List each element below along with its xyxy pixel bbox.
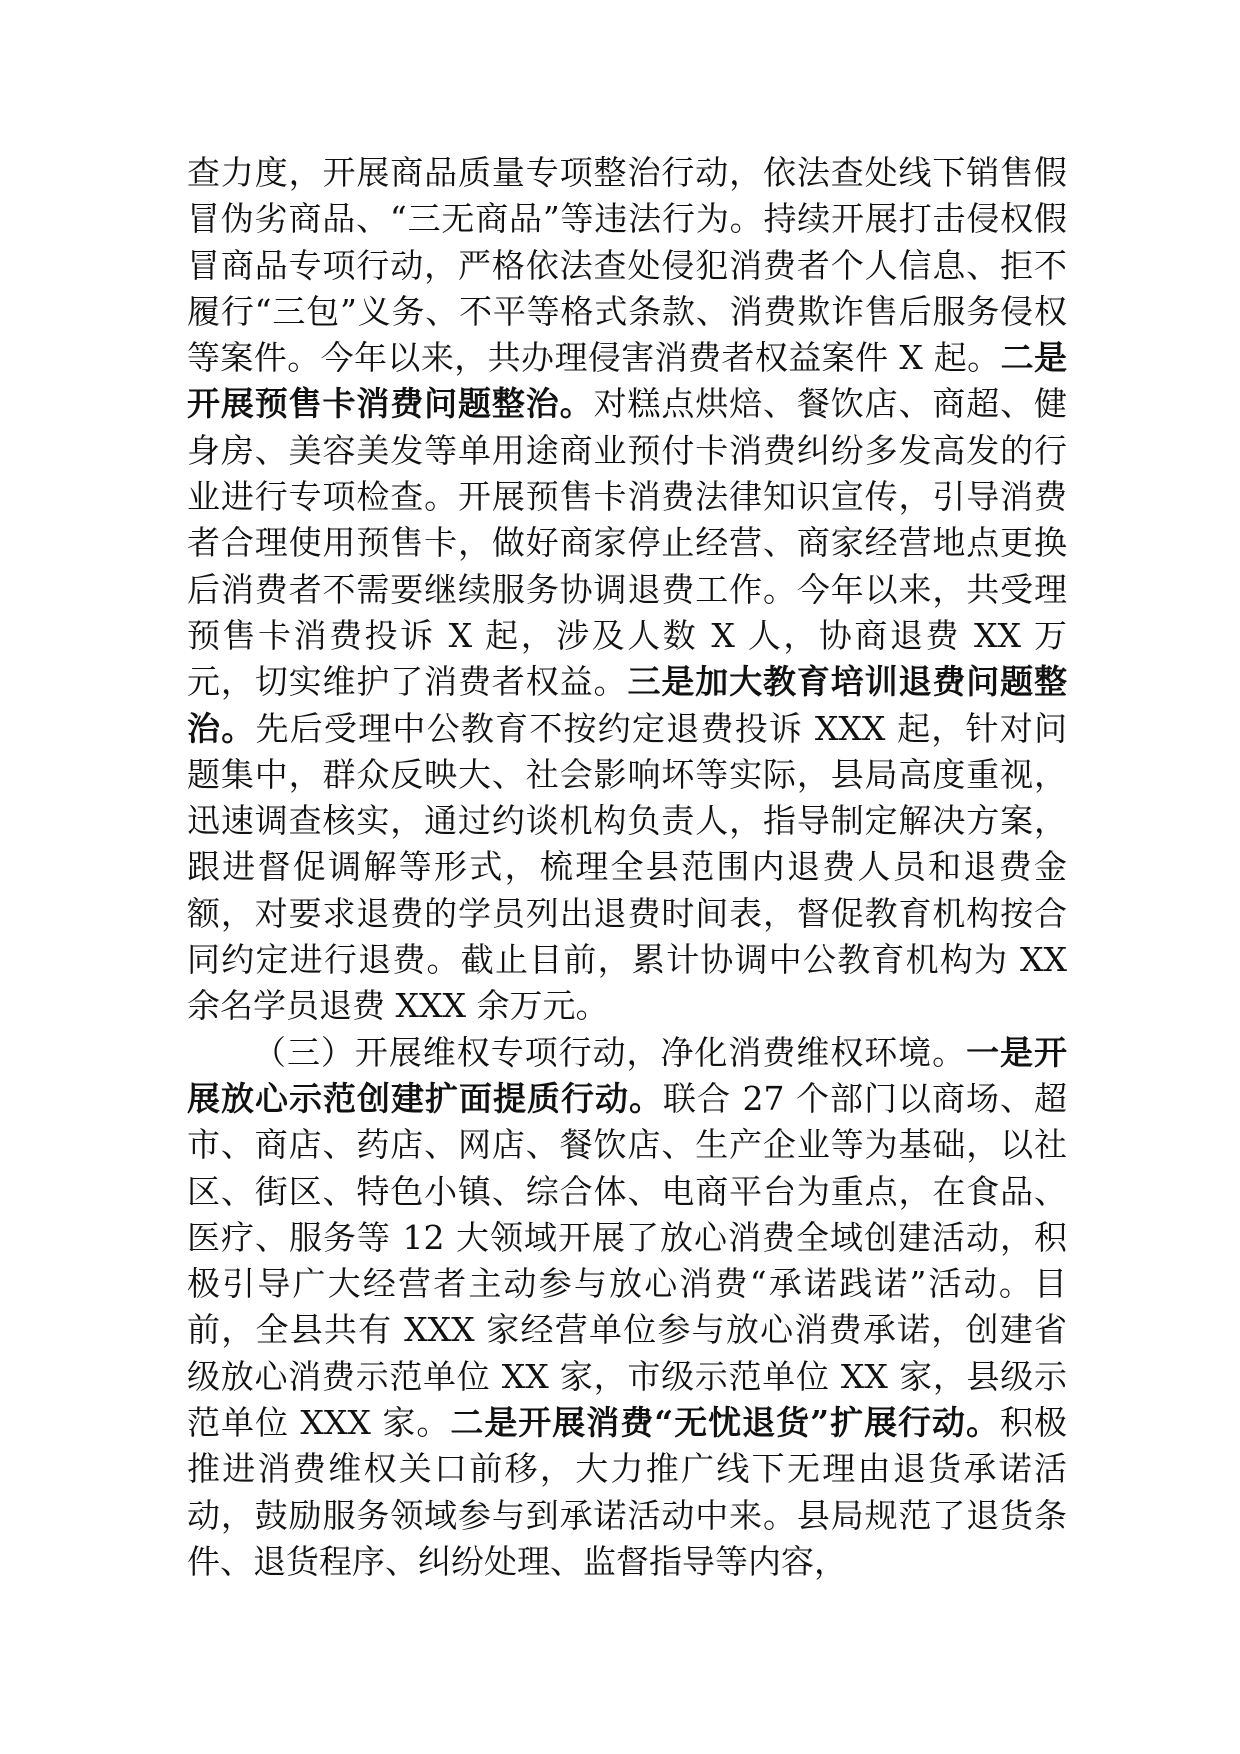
text-run: 查力度，开展商品质量专项整治行动，依法查处线下销售假冒伪劣商品、“三无商品”等违法行为。持续开展打击侵权假冒商品专项行动，严格依法查处侵犯消费者个人信息、拒不履行“三包”义务、不平等格式条款、消费欺诈售后服务侵权等案件。今年以来，共办理侵害消费者权益案件 X 起。: [187, 153, 1067, 378]
text-run: 先后受理中公教育不按约定退费投诉 XXX 起，针对问题集中，群众反映大、社会影响坏等实际，县局高度重视，迅速调查核实，通过约谈机构负责人，指导制定解决方案，跟进督促调解等形式，梳理全县范围内退费人员和退费金额，对要求退费的学员列出退费时间表，督促教育机构按合同约定进行退费。截止目前，累计协调中公教育机构为 XX 余名学员退费 XXX 余万元。: [187, 708, 1067, 1026]
text-run: 对糕点烘焙、餐饮店、商超、健身房、美容美发等单用途商业预付卡消费纠纷多发高发的行业进行专项检查。开展预售卡消费法律知识宣传，引导消费者合理使用预售卡，做好商家停止经营、商家经营地点更换后消费者不需要继续服务协调退费工作。今年以来，共受理预售卡消费投诉 X 起，涉及人数 X 人，协商退费 XX 万元，切实维护了消费者权益。: [187, 384, 1068, 702]
section-heading: （三）开展维权专项行动，净化消费维权环境。: [253, 1032, 967, 1072]
body-text: [187, 150, 1067, 1585]
paragraph-continued: [187, 150, 1067, 1030]
paragraph-section-three: [187, 1030, 1067, 1586]
text-run: 积极推进消费维权关口前移，大力推广线下无理由退货承诺活动，鼓励服务领域参与到承诺活动中来。县局规范了退货条件、退货程序、纠纷处理、监督指导等内容，: [187, 1403, 1067, 1581]
bold-heading-two: 二是开展消费“无忧退货”扩展行动。: [450, 1403, 1001, 1443]
text-run: 联合 27 个部门以商场、超市、商店、药店、网店、餐饮店、生产企业等为基础，以社区、街区、特色小镇、综合体、电商平台为重点，在食品、医疗、服务等 12 大领域开展了放心消费全域创建活动，积极引导广大经营者主动参与放心消费“承诺践诺”活动。目前，全县共有 XXX 家经营单位参与放心消费承诺，创建省级放心消费示范单位 XX 家，市级示范单位 XX 家，县级示范单位 XXX 家。: [187, 1078, 1067, 1443]
bold-heading-two: 二是开展预售卡消费问题整治。: [187, 338, 1067, 424]
bold-heading-one: 一是开展放心示范创建扩面提质行动。: [187, 1032, 1068, 1118]
bold-heading-three: 三是加大教育培训退费问题整治。: [187, 662, 1068, 748]
